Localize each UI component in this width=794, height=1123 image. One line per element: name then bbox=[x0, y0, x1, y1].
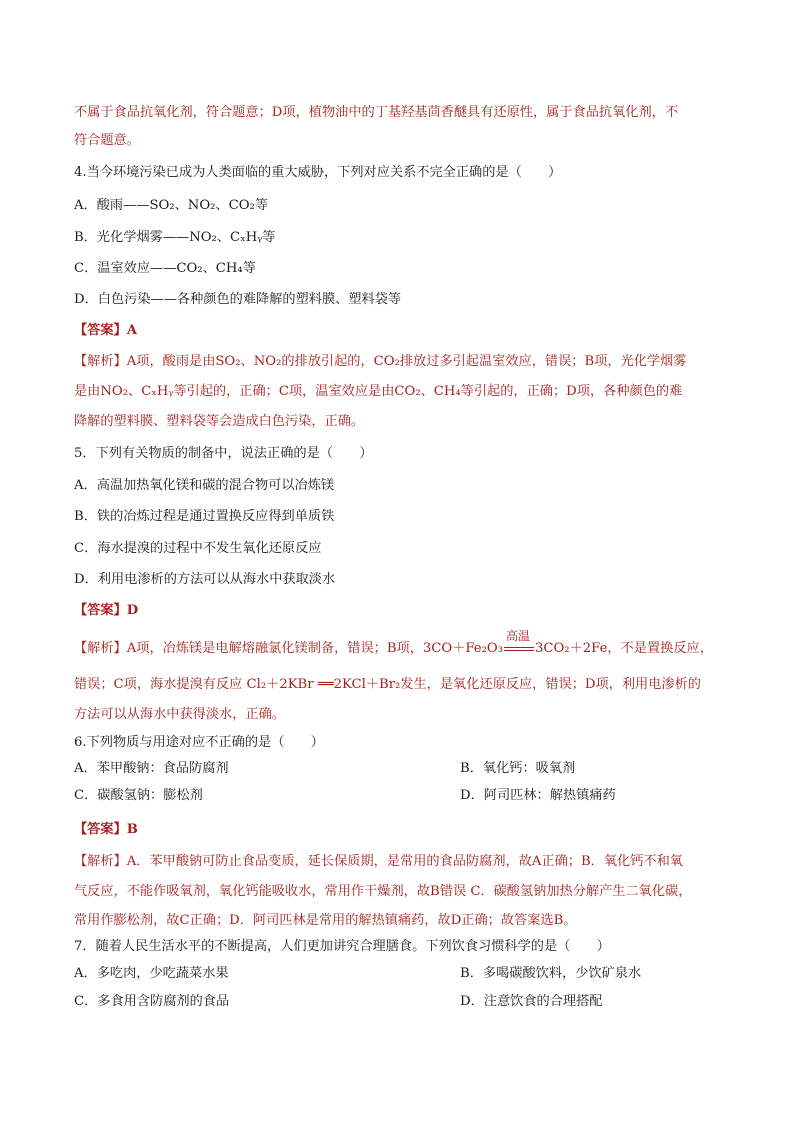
q7-option-c: C．多食用含防腐剂的食品 bbox=[74, 994, 230, 1009]
q5-option-a: A．高温加热氧化镁和碳的混合物可以冶炼镁 bbox=[74, 478, 335, 493]
q4-option-d: D．白色污染——各种颜色的难降解的塑料膜、塑料袋等 bbox=[74, 292, 402, 307]
q7-stem: 7．随着人民生活水平的不断提高，人们更加讲究合理膳食。下列饮食习惯科学的是（ ） bbox=[74, 939, 610, 954]
condition-label: 高温 bbox=[506, 629, 531, 643]
q7-option-row-2 bbox=[74, 994, 603, 1009]
q6-option-row-2 bbox=[74, 788, 616, 803]
q5-explanation-line-2: 错误；C项，海水提溴有反应 Cl₂＋2KBr ══2KCl＋Br₂发生，是氧化还原反应，错误；D项，利用电渗析的 bbox=[74, 677, 701, 692]
q4-explanation-line-1: 【解析】A项，酸雨是由SO₂、NO₂的排放引起的，CO₂排放过多引起温室效应，错误；B项，光化学烟雾 bbox=[74, 354, 687, 369]
q6-explanation-line-1: 【解析】A．苯甲酸钠可防止食品变质，延长保质期，是常用的食品防腐剂，故A正确；B．氧化钙不和氧 bbox=[74, 854, 683, 869]
q5-explanation-part-b: 3CO₂＋2Fe，不是置换反应， bbox=[535, 641, 713, 656]
reaction-arrow bbox=[504, 647, 534, 651]
q6-answer: 【答案】B bbox=[74, 822, 138, 837]
q4-option-b: B．光化学烟雾——NO₂、CₓHᵧ等 bbox=[74, 230, 276, 245]
q4-explanation-line-2: 是由NO₂、CₓHᵧ等引起的，正确；C项，温室效应是由CO₂、CH₄等引起的，正确；D项，各种颜色的难 bbox=[74, 384, 683, 399]
reaction-condition bbox=[504, 629, 534, 655]
q4-stem: 4.当今环境污染已成为人类面临的重大威胁，下列对应关系不完全正确的是（ ） bbox=[74, 165, 562, 180]
q5-answer: 【答案】D bbox=[74, 603, 139, 618]
q6-explanation-line-3: 常用作膨松剂，故C正确；D．阿司匹林是常用的解热镇痛药，故D正确；故答案选B。 bbox=[74, 913, 577, 928]
q6-option-c: C．碳酸氢钠：膨松剂 bbox=[74, 788, 203, 803]
q6-option-b: B．氧化钙：吸氧剂 bbox=[460, 761, 576, 776]
q4-explanation-line-3: 降解的塑料膜、塑料袋等会造成白色污染，正确。 bbox=[74, 414, 365, 429]
q7-option-d: D．注意饮食的合理搭配 bbox=[460, 994, 603, 1009]
q4-option-a: A．酸雨——SO₂、NO₂、CO₂等 bbox=[74, 198, 268, 213]
prev-explanation-line-2: 符合题意。 bbox=[74, 133, 140, 148]
q5-explanation-part-a: 【解析】A项，冶炼镁是电解熔融氯化镁制备，错误；B项，3CO＋Fe₂O₃ bbox=[74, 641, 503, 656]
q5-option-c: C．海水提溴的过程中不发生氧化还原反应 bbox=[74, 541, 322, 556]
q6-stem: 6.下列物质与用途对应不正确的是（ ） bbox=[74, 735, 324, 750]
q5-stem: 5．下列有关物质的制备中，说法正确的是（ ） bbox=[74, 446, 373, 461]
q4-answer: 【答案】A bbox=[74, 323, 137, 338]
q7-option-a: A．多吃肉，少吃蔬菜水果 bbox=[74, 966, 229, 981]
q5-option-d: D．利用电渗析的方法可以从海水中获取淡水 bbox=[74, 572, 336, 587]
q6-option-d: D．阿司匹林：解热镇痛药 bbox=[460, 788, 616, 803]
q7-option-row-1 bbox=[74, 966, 642, 981]
q6-explanation-line-2: 气反应，不能作吸氧剂，氧化钙能吸收水，常用作干燥剂，故B错误 C．碳酸氢钠加热分解产生二氧化碳， bbox=[74, 884, 692, 899]
q4-option-c: C．温室效应——CO₂、CH₄等 bbox=[74, 261, 256, 276]
q6-option-row-1 bbox=[74, 761, 576, 776]
q5-explanation-line-3: 方法可以从海水中获得淡水，正确。 bbox=[74, 707, 285, 722]
prev-explanation-line-1: 不属于食品抗氧化剂，符合题意；D项，植物油中的丁基羟基茴香醚具有还原性，属于食品抗氧化剂，不 bbox=[74, 105, 679, 120]
q5-option-b: B．铁的冶炼过程是通过置换反应得到单质铁 bbox=[74, 509, 335, 524]
q7-option-b: B．多喝碳酸饮料，少饮矿泉水 bbox=[460, 966, 642, 981]
q6-option-a: A．苯甲酸钠：食品防腐剂 bbox=[74, 761, 229, 776]
q5-explanation-line-1 bbox=[74, 629, 713, 656]
